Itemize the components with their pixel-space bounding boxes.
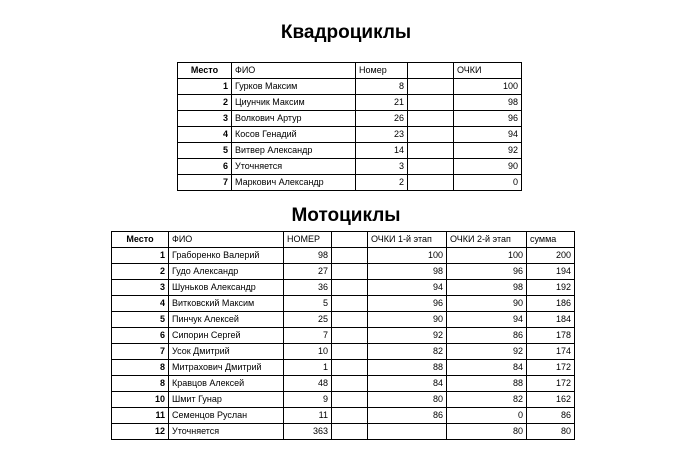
- empty-cell: [332, 296, 368, 312]
- place-cell: 6: [178, 159, 232, 175]
- place-cell: 7: [112, 344, 169, 360]
- place-cell: 1: [112, 248, 169, 264]
- total-points-cell: 192: [527, 280, 575, 296]
- empty-cell: [332, 408, 368, 424]
- rider-number-cell: 25: [284, 312, 332, 328]
- stage1-points-cell: [368, 424, 447, 440]
- table-row: [112, 376, 575, 392]
- quad-header-points: ОЧКИ: [454, 63, 522, 79]
- quad-table-body: [178, 79, 522, 191]
- rider-number-cell: 7: [284, 328, 332, 344]
- place-cell: 5: [112, 312, 169, 328]
- rider-number-cell: 21: [356, 95, 408, 111]
- stage1-points-cell: 98: [368, 264, 447, 280]
- rider-name-cell: Шмит Гунар: [169, 392, 284, 408]
- table-row: [112, 344, 575, 360]
- rider-number-cell: 27: [284, 264, 332, 280]
- empty-cell: [332, 312, 368, 328]
- rider-name-cell: Пинчук Алексей: [169, 312, 284, 328]
- rider-name-cell: Витвер Александр: [232, 143, 356, 159]
- rider-name-cell: Маркович Александр: [232, 175, 356, 191]
- quad-header-extra: [408, 63, 454, 79]
- rider-name-cell: Гудо Александр: [169, 264, 284, 280]
- moto-header-row: [112, 232, 575, 248]
- quad-header-name: ФИО: [232, 63, 356, 79]
- table-row: [112, 248, 575, 264]
- empty-cell: [408, 127, 454, 143]
- rider-number-cell: 2: [356, 175, 408, 191]
- total-points-cell: 186: [527, 296, 575, 312]
- table-row: [178, 159, 522, 175]
- total-points-cell: 172: [527, 376, 575, 392]
- stage1-points-cell: 88: [368, 360, 447, 376]
- table-row: [112, 280, 575, 296]
- moto-header-extra: [332, 232, 368, 248]
- rider-name-cell: Уточняется: [169, 424, 284, 440]
- stage2-points-cell: 96: [447, 264, 527, 280]
- empty-cell: [408, 159, 454, 175]
- moto-header-place: Место: [112, 232, 169, 248]
- stage2-points-cell: 98: [447, 280, 527, 296]
- rider-name-cell: Шуньков Александр: [169, 280, 284, 296]
- moto-header-name: ФИО: [169, 232, 284, 248]
- empty-cell: [332, 264, 368, 280]
- empty-cell: [332, 248, 368, 264]
- place-cell: 2: [112, 264, 169, 280]
- empty-cell: [408, 175, 454, 191]
- stage2-points-cell: 94: [447, 312, 527, 328]
- moto-results-table: [111, 231, 575, 440]
- table-row: [112, 392, 575, 408]
- rider-name-cell: Граборенко Валерий: [169, 248, 284, 264]
- moto-table-body: [112, 248, 575, 440]
- quad-results-table: [177, 62, 522, 191]
- rider-number-cell: 5: [284, 296, 332, 312]
- place-cell: 3: [112, 280, 169, 296]
- total-points-cell: 200: [527, 248, 575, 264]
- stage2-points-cell: 82: [447, 392, 527, 408]
- place-cell: 6: [112, 328, 169, 344]
- rider-name-cell: Витковский Максим: [169, 296, 284, 312]
- stage2-points-cell: 90: [447, 296, 527, 312]
- total-points-cell: 184: [527, 312, 575, 328]
- stage2-points-cell: 0: [447, 408, 527, 424]
- table-row: [178, 95, 522, 111]
- rider-name-cell: Сипорин Сергей: [169, 328, 284, 344]
- moto-section-title: Мотоциклы: [291, 205, 401, 226]
- total-points-cell: 194: [527, 264, 575, 280]
- rider-number-cell: 11: [284, 408, 332, 424]
- total-points-cell: 174: [527, 344, 575, 360]
- quad-header-place: Место: [178, 63, 232, 79]
- rider-number-cell: 10: [284, 344, 332, 360]
- place-cell: 8: [112, 360, 169, 376]
- stage2-points-cell: 86: [447, 328, 527, 344]
- points-cell: 96: [454, 111, 522, 127]
- rider-name-cell: Гурков Максим: [232, 79, 356, 95]
- moto-header-number: НОМЕР: [284, 232, 332, 248]
- points-cell: 0: [454, 175, 522, 191]
- moto-header-stage1: ОЧКИ 1-й этап: [368, 232, 447, 248]
- rider-number-cell: 9: [284, 392, 332, 408]
- rider-number-cell: 1: [284, 360, 332, 376]
- empty-cell: [408, 95, 454, 111]
- total-points-cell: 172: [527, 360, 575, 376]
- table-row: [178, 127, 522, 143]
- stage2-points-cell: 84: [447, 360, 527, 376]
- points-cell: 92: [454, 143, 522, 159]
- moto-header-stage2: ОЧКИ 2-й этап: [447, 232, 527, 248]
- moto-header-total: сумма: [527, 232, 575, 248]
- quad-section-title: Квадроциклы: [280, 22, 412, 43]
- empty-cell: [332, 376, 368, 392]
- place-cell: 10: [112, 392, 169, 408]
- rider-name-cell: Кравцов Алексей: [169, 376, 284, 392]
- stage1-points-cell: 96: [368, 296, 447, 312]
- stage1-points-cell: 80: [368, 392, 447, 408]
- stage1-points-cell: 86: [368, 408, 447, 424]
- empty-cell: [332, 328, 368, 344]
- empty-cell: [332, 360, 368, 376]
- stage1-points-cell: 94: [368, 280, 447, 296]
- stage2-points-cell: 92: [447, 344, 527, 360]
- table-row: [112, 264, 575, 280]
- empty-cell: [408, 111, 454, 127]
- place-cell: 3: [178, 111, 232, 127]
- total-points-cell: 80: [527, 424, 575, 440]
- quad-header-number: Номер: [356, 63, 408, 79]
- rider-name-cell: Циунчик Максим: [232, 95, 356, 111]
- rider-number-cell: 48: [284, 376, 332, 392]
- total-points-cell: 162: [527, 392, 575, 408]
- table-row: [112, 328, 575, 344]
- rider-number-cell: 363: [284, 424, 332, 440]
- rider-number-cell: 36: [284, 280, 332, 296]
- place-cell: 11: [112, 408, 169, 424]
- empty-cell: [332, 424, 368, 440]
- place-cell: 8: [112, 376, 169, 392]
- empty-cell: [332, 392, 368, 408]
- place-cell: 4: [178, 127, 232, 143]
- table-row: [112, 296, 575, 312]
- rider-name-cell: Уточняется: [232, 159, 356, 175]
- rider-name-cell: Митрахович Дмитрий: [169, 360, 284, 376]
- quad-header-row: [178, 63, 522, 79]
- total-points-cell: 178: [527, 328, 575, 344]
- table-row: [112, 360, 575, 376]
- empty-cell: [332, 344, 368, 360]
- points-cell: 98: [454, 95, 522, 111]
- stage1-points-cell: 100: [368, 248, 447, 264]
- place-cell: 7: [178, 175, 232, 191]
- stage1-points-cell: 90: [368, 312, 447, 328]
- table-row: [112, 408, 575, 424]
- stage2-points-cell: 100: [447, 248, 527, 264]
- stage2-points-cell: 88: [447, 376, 527, 392]
- place-cell: 5: [178, 143, 232, 159]
- rider-name-cell: Волкович Артур: [232, 111, 356, 127]
- place-cell: 4: [112, 296, 169, 312]
- stage2-points-cell: 80: [447, 424, 527, 440]
- points-cell: 94: [454, 127, 522, 143]
- points-cell: 90: [454, 159, 522, 175]
- table-row: [178, 111, 522, 127]
- rider-number-cell: 8: [356, 79, 408, 95]
- table-row: [112, 312, 575, 328]
- place-cell: 1: [178, 79, 232, 95]
- rider-number-cell: 14: [356, 143, 408, 159]
- table-row: [178, 175, 522, 191]
- rider-number-cell: 23: [356, 127, 408, 143]
- table-row: [178, 79, 522, 95]
- stage1-points-cell: 84: [368, 376, 447, 392]
- stage1-points-cell: 82: [368, 344, 447, 360]
- rider-name-cell: Семенцов Руслан: [169, 408, 284, 424]
- rider-number-cell: 26: [356, 111, 408, 127]
- points-cell: 100: [454, 79, 522, 95]
- rider-number-cell: 3: [356, 159, 408, 175]
- rider-number-cell: 98: [284, 248, 332, 264]
- rider-name-cell: Усок Дмитрий: [169, 344, 284, 360]
- empty-cell: [408, 143, 454, 159]
- table-row: [178, 143, 522, 159]
- total-points-cell: 86: [527, 408, 575, 424]
- rider-name-cell: Косов Генадий: [232, 127, 356, 143]
- stage1-points-cell: 92: [368, 328, 447, 344]
- empty-cell: [332, 280, 368, 296]
- empty-cell: [408, 79, 454, 95]
- place-cell: 2: [178, 95, 232, 111]
- table-row: [112, 424, 575, 440]
- place-cell: 12: [112, 424, 169, 440]
